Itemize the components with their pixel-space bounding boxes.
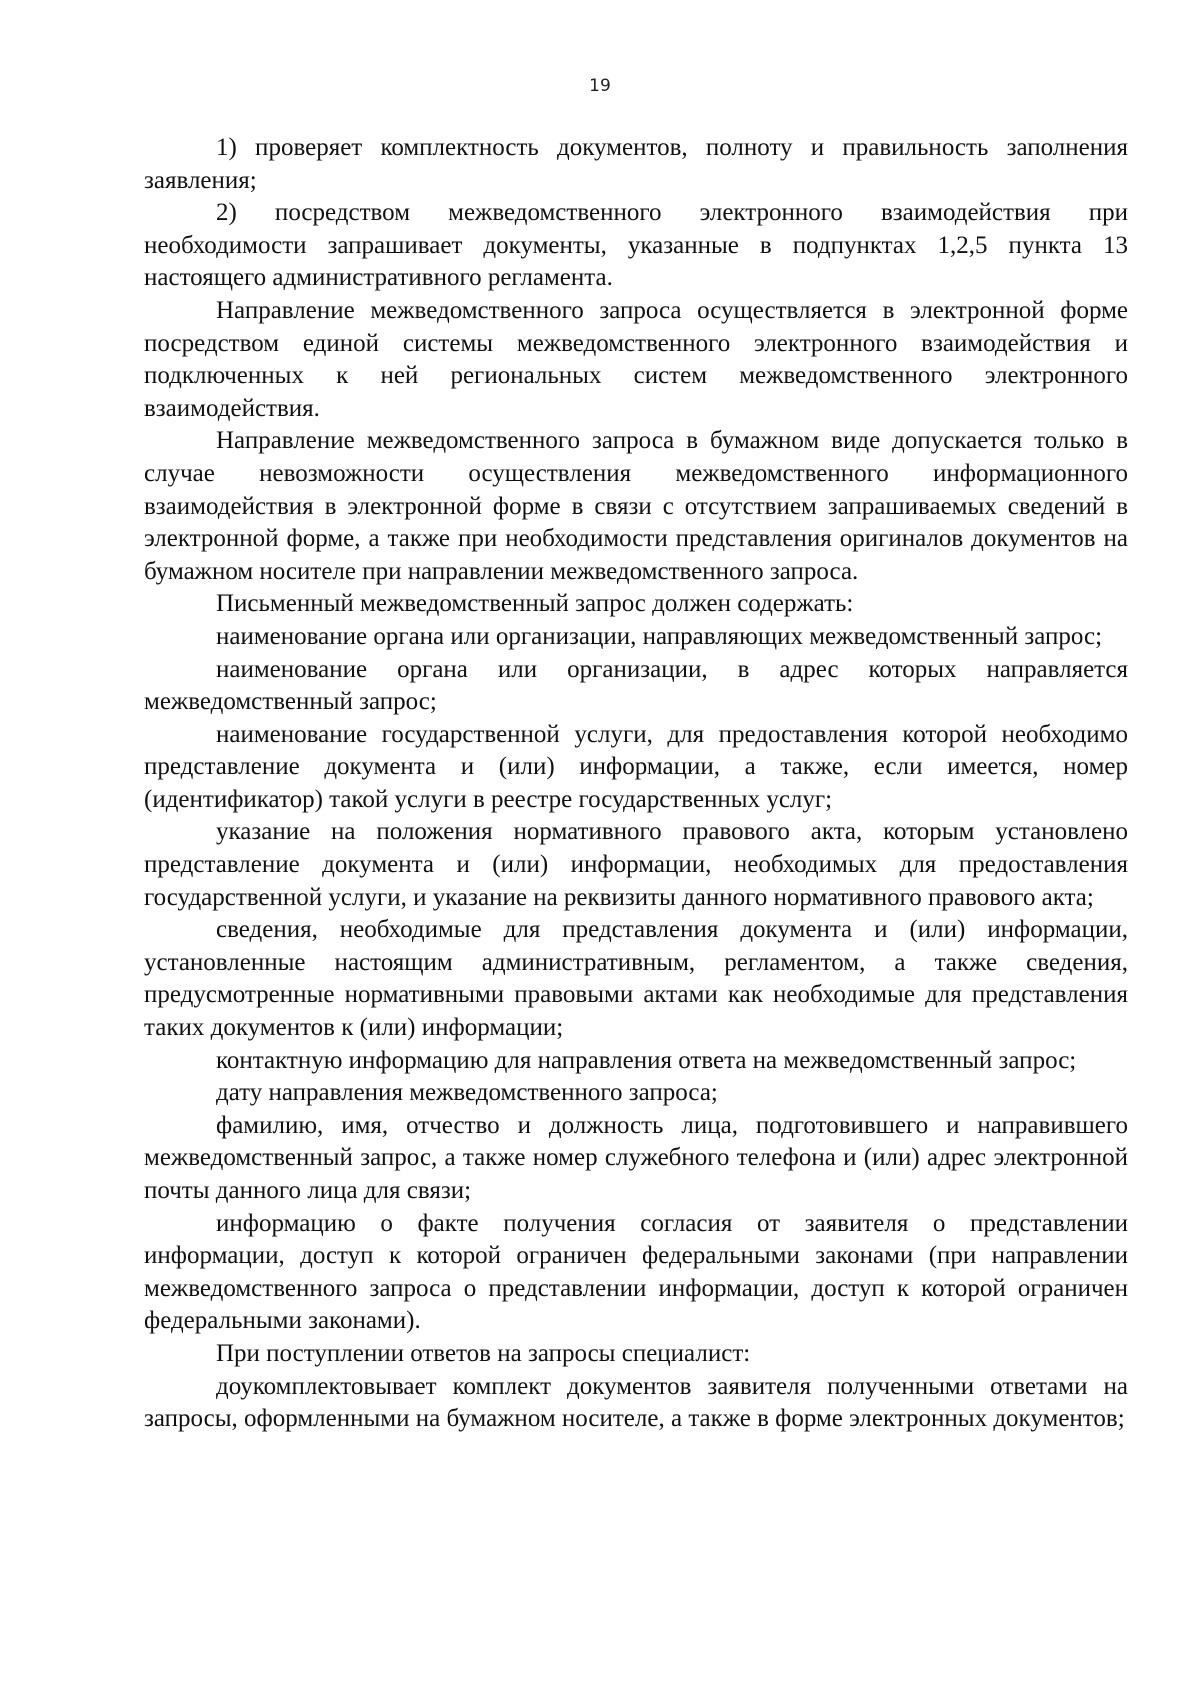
paragraph-contact-info: контактную информацию для направления ответа на межведомственный запрос; (216, 1046, 1077, 1074)
paragraph-paper-request: Направление межведомственного запроса в бумажном виде допускается только в случае невозможности осуществления межведомственного информационного взаимодействия в электронной форме в связи с отсутствием запрашиваемых сведений в электронной форме, а также при необходимости представления оригиналов документов на бумажном носителе при направлении межведомственного запроса. (144, 427, 1128, 585)
paragraph-complete-documents: доукомплектовывает комплект документов заявителя полученными ответами на запросы, оформленными на бумажном носителе, а также в форме электронных документов; (144, 1372, 1128, 1433)
paragraph-request-date: дату направления межведомственного запроса; (216, 1079, 718, 1107)
paragraph-electronic-request: Направление межведомственного запроса осуществляется в электронной форме посредством единой системы межведомственного электронного взаимодействия и подключенных к ней региональных систем межведомственного электронного взаимодействия. (144, 296, 1128, 422)
document-body (144, 132, 1128, 1436)
paragraph-recipient-name: наименование органа или организации, в адрес которых направляется межведомственный запрос; (144, 655, 1128, 716)
paragraph-consent-info: информацию о факте получения согласия от заявителя о представлении информации, доступ к которой ограничен федеральными законами (при направлении межведомственного запроса о представлении информации, доступ к которой ограничен федеральными законами). (144, 1209, 1128, 1335)
paragraph-sender-name: наименование органа или организации, направляющих межведомственный запрос; (216, 622, 1103, 650)
paragraph-service-name: наименование государственной услуги, для предоставления которой необходимо представление документа и (или) информации, а также, если имеется, номер (идентификатор) такой услуги в реестре государственных услуг; (144, 720, 1128, 813)
paragraph-item-1-check: 1) проверяет комплектность документов, полноту и правильность заполнения заявления; (144, 134, 1128, 194)
paragraph-responsible-person: фамилию, имя, отчество и должность лица, подготовившего и направившего межведомственный запрос, а также номер служебного телефона и (или) адрес электронной почты данного лица для связи; (144, 1111, 1128, 1204)
paragraph-request-contents-intro: Письменный межведомственный запрос должен содержать: (216, 590, 854, 618)
page-number: 19 (589, 76, 611, 96)
paragraph-required-info: сведения, необходимые для представления документа и (или) информации, установленные настоящим административным, регламентом, а также сведения, предусмотренные нормативными правовыми актами как необходимые для представления таких документов к (или) информации; (144, 916, 1128, 1042)
paragraph-item-2-request: 2) посредством межведомственного электронного взаимодействия при необходимости запрашивает документы, указанные в подпунктах 1,2,5 пункта 13 настоящего административного регламента. (144, 199, 1128, 292)
paragraph-responses-intro: При поступлении ответов на запросы специалист: (216, 1339, 751, 1367)
paragraph-legal-act: указание на положения нормативного правового акта, которым установлено представление документа и (или) информации, необходимых для предоставления государственной услуги, и указание на реквизиты данного нормативного правового акта; (144, 818, 1128, 911)
